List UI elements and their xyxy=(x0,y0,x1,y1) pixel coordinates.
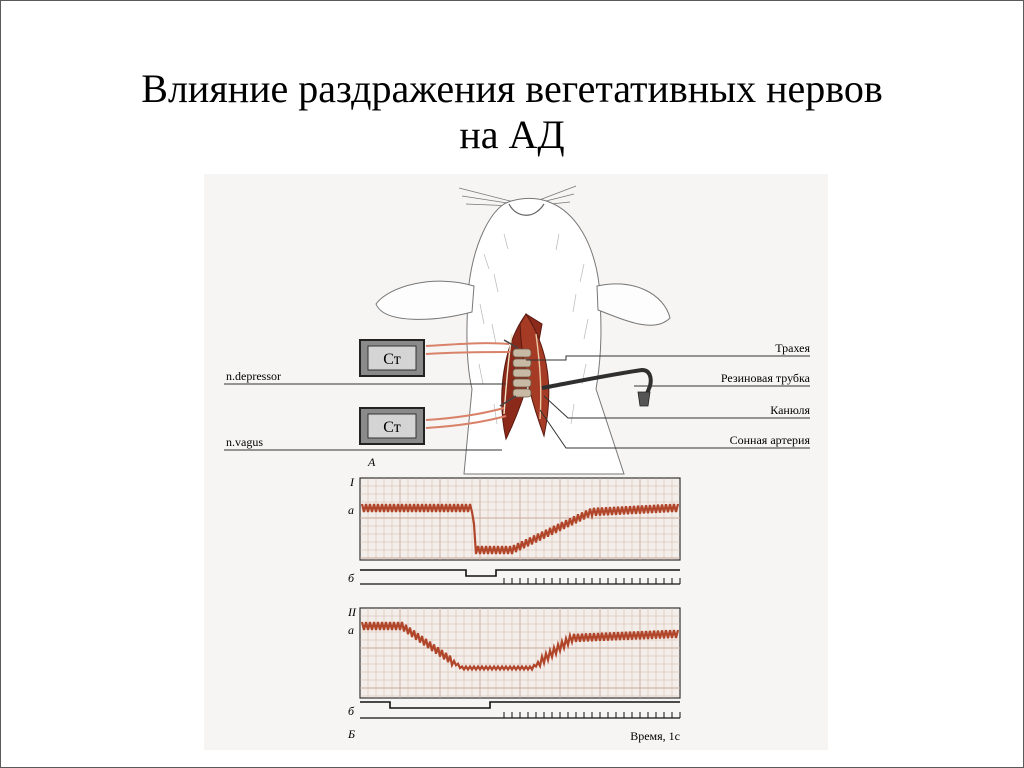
slide-title xyxy=(0,66,1024,158)
graph-2-stimulus-marker xyxy=(360,702,680,708)
stimulator-lower xyxy=(360,408,424,444)
graph-1-stimulus-marker xyxy=(360,570,680,576)
graph-1-trace-b-label: б xyxy=(348,571,355,585)
stimulator-upper xyxy=(360,340,424,376)
label-carotid-artery: Сонная артерия xyxy=(729,433,810,447)
graph-1-numeral: I xyxy=(350,475,354,489)
graph-2 xyxy=(347,605,680,718)
label-n-depressor: n.depressor xyxy=(226,369,281,383)
title-line-2: на АД xyxy=(459,112,565,157)
graph-1-trace-a-label: а xyxy=(348,503,354,517)
title-line-1: Влияние раздражения вегетативных нервов xyxy=(141,66,883,111)
graph-2-trace-b-label: б xyxy=(348,704,355,718)
label-n-vagus: n.vagus xyxy=(226,435,263,449)
label-cannula: Канюля xyxy=(770,403,810,417)
stimulator-lower-label: Ст xyxy=(383,419,401,436)
graph-2-trace-a-label: а xyxy=(348,623,354,637)
time-label: Время, 1с xyxy=(630,729,680,743)
graph-2-numeral: II xyxy=(348,605,356,619)
label-rubber-tube: Резиновая трубка xyxy=(720,371,810,385)
label-trachea: Трахея xyxy=(775,341,810,355)
figure-svg xyxy=(204,174,828,750)
graph-1 xyxy=(348,475,680,585)
experiment-figure xyxy=(204,174,828,750)
panel-b-letter: Б xyxy=(348,727,356,741)
stimulator-upper-label: Ст xyxy=(383,351,401,368)
panel-a-letter: А xyxy=(368,455,376,469)
